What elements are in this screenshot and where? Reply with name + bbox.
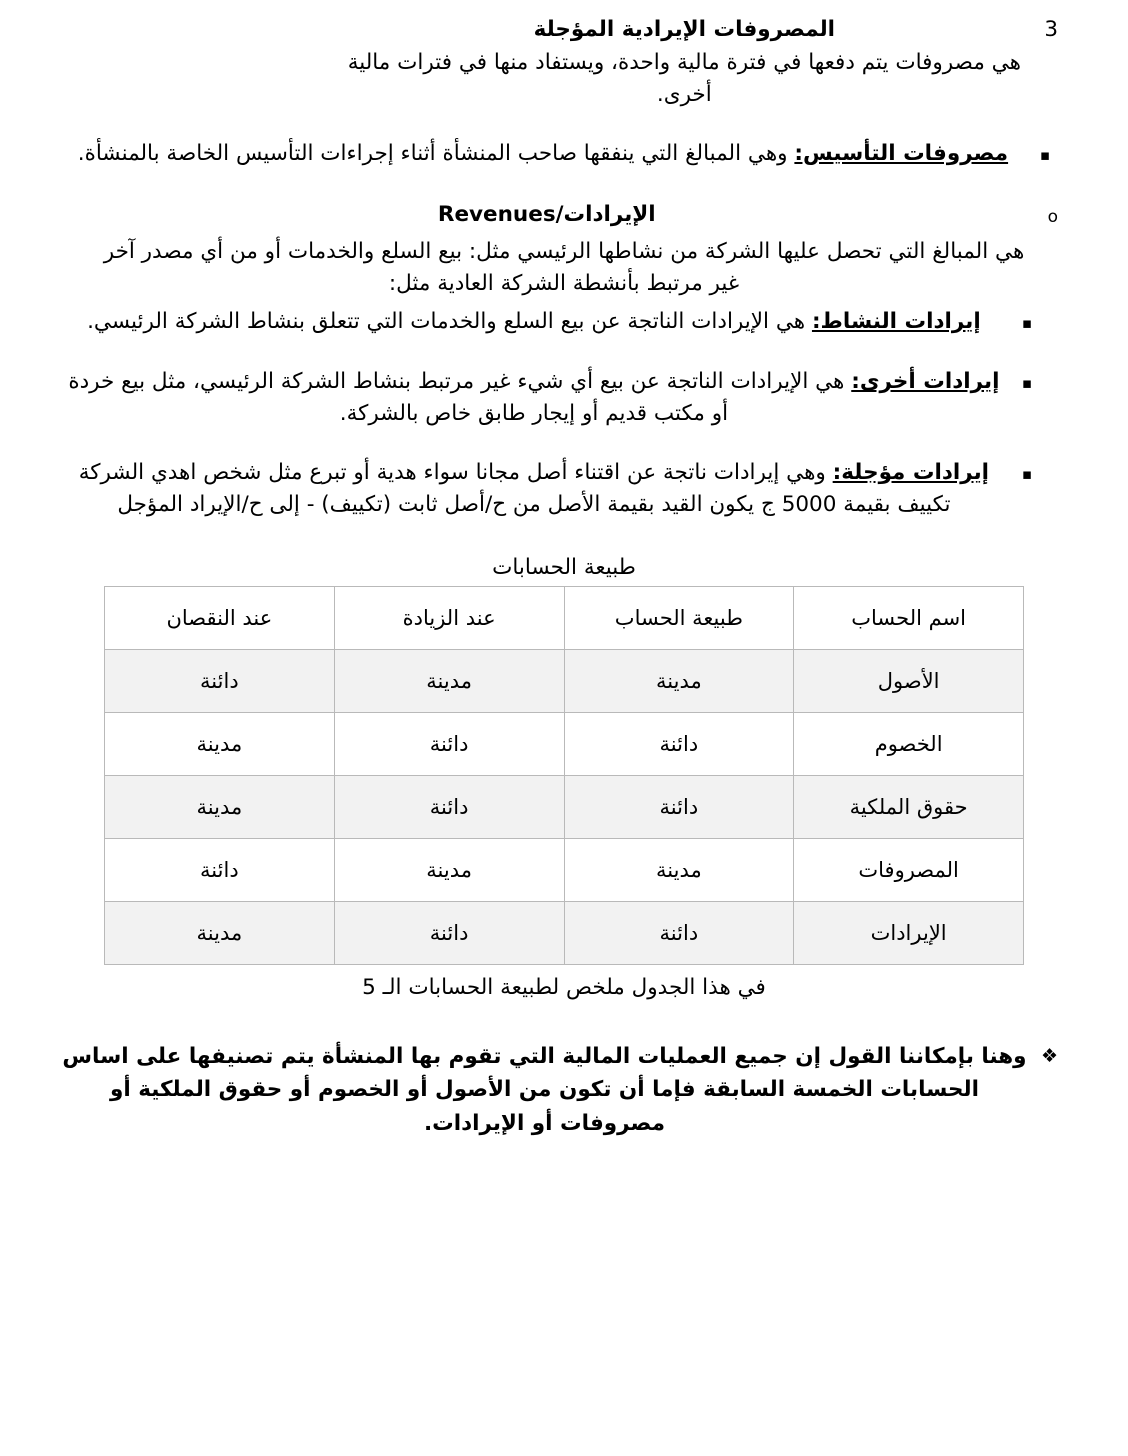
table-cell: دائنة <box>105 839 335 902</box>
bullet-other-revenues <box>60 366 1068 431</box>
table-cell: دائنة <box>105 650 335 713</box>
bullet-activity-revenues <box>60 306 1068 340</box>
square-bullet-icon: ▪ <box>1039 145 1050 164</box>
bullet-text: هي الإيرادات الناتجة عن بيع أي شيء غير مرتبط بنشاط الشركة الرئيسي، مثل بيع خردة أو مكتب قديم أو إيجار طابق خاص بالشركة. <box>68 369 852 427</box>
bullet-text-wrap <box>60 366 1008 431</box>
conclusion-bullet <box>60 1040 1068 1140</box>
table-row <box>105 650 1024 713</box>
table-header-cell: طبيعة الحساب <box>564 587 794 650</box>
table-row <box>105 839 1024 902</box>
table-note: في هذا الجدول ملخص لطبيعة الحسابات الـ 5 <box>362 975 766 1001</box>
table-cell: دائنة <box>334 776 564 839</box>
table-cell: مدينة <box>105 902 335 965</box>
table-cell: دائنة <box>334 902 564 965</box>
accounts-nature-table <box>104 586 1024 965</box>
table-header-row <box>105 587 1024 650</box>
square-bullet-icon: ▪ <box>1021 314 1032 333</box>
circle-bullet-icon: o <box>1047 206 1058 227</box>
table-header-cell: عند الزيادة <box>334 587 564 650</box>
bullet-term: إيرادات مؤجلة: <box>832 459 990 485</box>
table-row <box>105 902 1024 965</box>
table-cell: الإيرادات <box>794 902 1024 965</box>
table-cell: الأصول <box>794 650 1024 713</box>
table-cell: المصروفات <box>794 839 1024 902</box>
table-cell: الخصوم <box>794 713 1024 776</box>
table-cell: مدينة <box>564 650 794 713</box>
bullet-establishment-expenses <box>60 138 1068 172</box>
table-cell: مدينة <box>334 839 564 902</box>
table-header-cell: اسم الحساب <box>794 587 1024 650</box>
table-cell: مدينة <box>105 713 335 776</box>
bullet-text-wrap <box>60 306 1008 340</box>
section-number: 3 <box>1044 17 1058 42</box>
bullet-term: مصروفات التأسيس: <box>794 140 1009 166</box>
heading-revenues-label-en: Revenues <box>437 201 556 227</box>
table-caption: طبيعة الحسابات <box>492 555 636 581</box>
section-title: المصروفات الإيرادية المؤجلة <box>533 17 836 42</box>
table-cell: دائنة <box>564 902 794 965</box>
conclusion-text: وهنا بإمكاننا القول إن جميع العمليات المالية التي تقوم بها المنشأة يتم تصنيفها على اساس الحسابات الخمسة السابقة فإما أن تكون من الأصول أو الخصوم أو حقوق الملكية أو مصروفات أو الإيرادات. <box>62 1044 1027 1136</box>
table-row <box>105 776 1024 839</box>
bullet-text-wrap <box>60 457 1008 522</box>
revenues-description: هي المبالغ التي تحصل عليها الشركة من نشاطها الرئيسي مثل: بيع السلع والخدمات أو من أي مصدر آخر غير مرتبط بأنشطة الشركة العادية مثل: <box>103 238 1025 296</box>
section-body <box>334 14 1034 112</box>
square-bullet-icon: ▪ <box>1021 464 1032 483</box>
section-description: هي مصروفات يتم دفعها في فترة مالية واحدة، ويستفاد منها في فترات مالية أخرى. <box>347 50 1021 108</box>
table-cell: مدينة <box>564 839 794 902</box>
diamond-bullet-icon: ❖ <box>1040 1045 1058 1068</box>
bullet-deferred-revenues <box>60 457 1068 522</box>
table-row <box>105 713 1024 776</box>
table-cell: دائنة <box>564 776 794 839</box>
table-cell: مدينة <box>334 650 564 713</box>
table-cell: دائنة <box>564 713 794 776</box>
bullet-text-wrap <box>60 138 1026 172</box>
table-cell: حقوق الملكية <box>794 776 1024 839</box>
heading-revenues-text <box>60 202 1034 232</box>
bullet-term: إيرادات النشاط: <box>811 309 981 335</box>
table-header-cell: عند النقصان <box>105 587 335 650</box>
section-3 <box>60 14 1058 112</box>
table-cell: مدينة <box>105 776 335 839</box>
bullet-text: وهي إيرادات ناتجة عن اقتناء أصل مجانا سواء هدية أو تبرع مثل شخص اهدي الشركة تكييف بقيمة 5000 ج يكون القيد بقيمة الأصل من ح/أصل ثابت (تكييف) - إلى ح/الإيراد المؤجل <box>78 459 951 517</box>
bullet-text: وهي المبالغ التي ينفقها صاحب المنشأة أثناء إجراءات التأسيس الخاصة بالمنشأة. <box>77 140 795 166</box>
square-bullet-icon: ▪ <box>1021 374 1032 393</box>
bullet-term: إيرادات أخرى: <box>851 369 1000 395</box>
heading-revenues <box>60 202 1068 232</box>
table-cell: دائنة <box>334 713 564 776</box>
bullet-text: هي الإيرادات الناتجة عن بيع السلع والخدمات التي تتعلق بنشاط الشركة الرئيسي. <box>87 309 812 335</box>
heading-revenues-label-ar: الإيرادات/ <box>555 201 656 227</box>
